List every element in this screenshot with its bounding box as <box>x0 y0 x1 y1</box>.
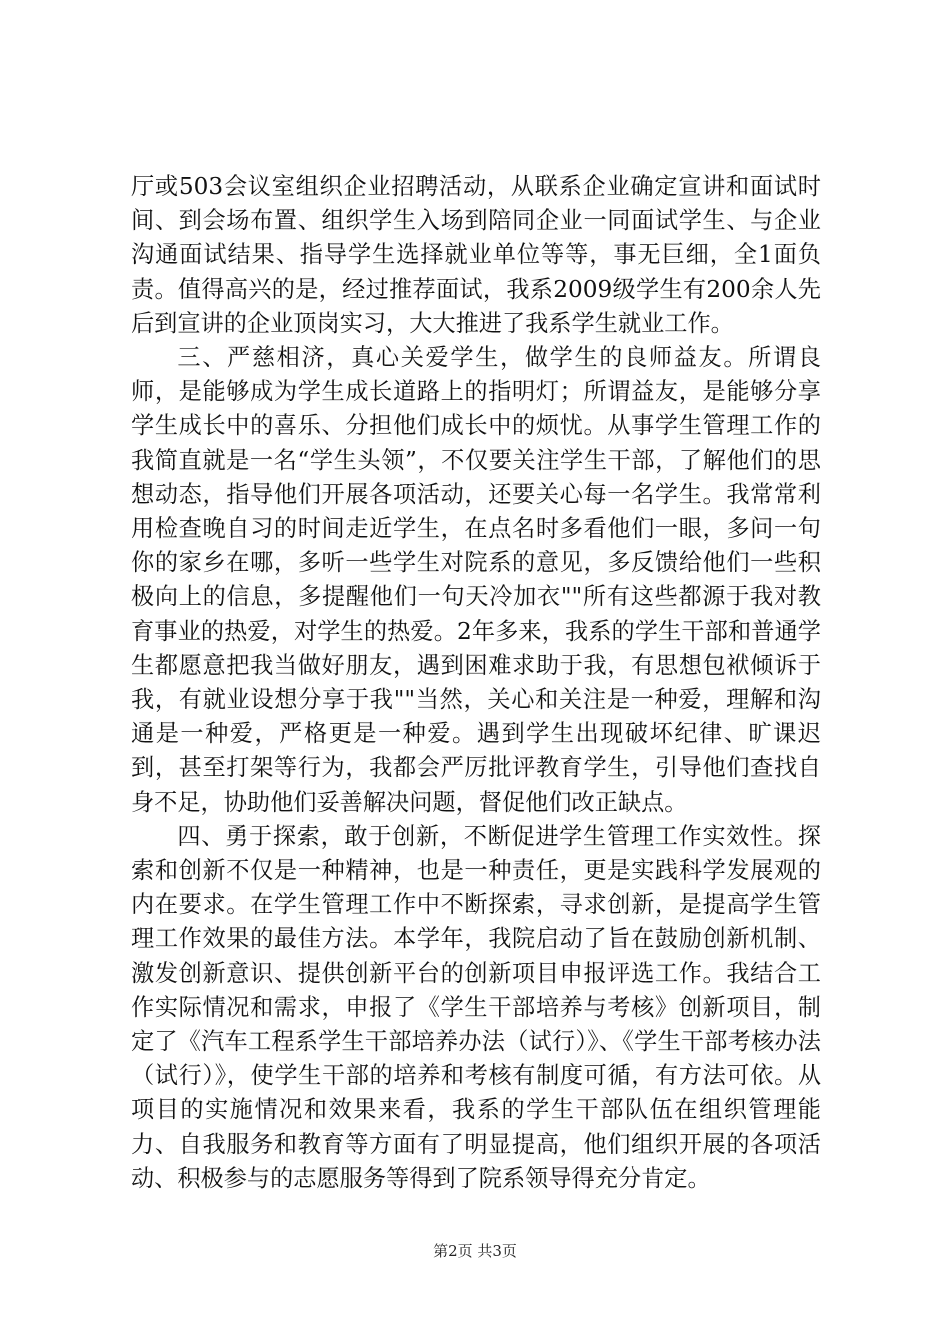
paragraph-section-4: 四、勇于探索，敢于创新，不断促进学生管理工作实效性。探索和创新不仅是一种精神，也是一种责任，更是实践科学发展观的内在要求。在学生管理工作中不断探索，寻求创新，是提高学生管理工作效果的最佳方法。本学年，我院启动了旨在鼓励创新机制、激发创新意识、提供创新平台的创新项目申报评选工作。我结合工作实际情况和需求，申报了《学生干部培养与考核》创新项目，制定了《汽车工程系学生干部培养办法（试行）》、《学生干部考核办法（试行）》，使学生干部的培养和考核有制度可循，有方法可依。从项目的实施情况和效果来看，我系的学生干部队伍在组织管理能力、自我服务和教育等方面有了明显提高，他们组织开展的各项活动、积极参与的志愿服务等得到了院系领导得充分肯定。 <box>131 822 821 1192</box>
page-number-indicator: 第2页 共3页 <box>433 1242 517 1260</box>
paragraph-continuation: 厅或503会议室组织企业招聘活动，从联系企业确定宣讲和面试时间、到会场布置、组织学生入场到陪同企业一同面试学生、与企业沟通面试结果、指导学生选择就业单位等等，事无巨细，全1面负责。值得高兴的是，经过推荐面试，我系2009级学生有200余人先后到宣讲的企业顶岗实习，大大推进了我系学生就业工作。 <box>131 173 821 337</box>
document-body <box>131 170 821 1196</box>
page-footer <box>0 1241 950 1261</box>
paragraph-section-3: 三、严慈相济，真心关爱学生，做学生的良师益友。所谓良师，是能够成为学生成长道路上的指明灯；所谓益友，是能够分享学生成长中的喜乐、分担他们成长中的烦忧。从事学生管理工作的我简直就是一名“学生头领”，不仅要关注学生干部，了解他们的思想动态，指导他们开展各项活动，还要关心每一名学生。我常常利用检查晚自习的时间走近学生，在点名时多看他们一眼，多问一句你的家乡在哪，多听一些学生对院系的意见，多反馈给他们一些积极向上的信息，多提醒他们一句天冷加衣""所有这些都源于我对教育事业的热爱，对学生的热爱。2年多来，我系的学生干部和普通学生都愿意把我当做好朋友，遇到困难求助于我，有思想包袱倾诉于我，有就业设想分享于我""当然，关心和关注是一种爱，理解和沟通是一种爱，严格更是一种爱。遇到学生出现破坏纪律、旷课迟到，甚至打架等行为，我都会严厉批评教育学生，引导他们查找自身不足，协助他们妥善解决问题，督促他们改正缺点。 <box>131 344 821 816</box>
